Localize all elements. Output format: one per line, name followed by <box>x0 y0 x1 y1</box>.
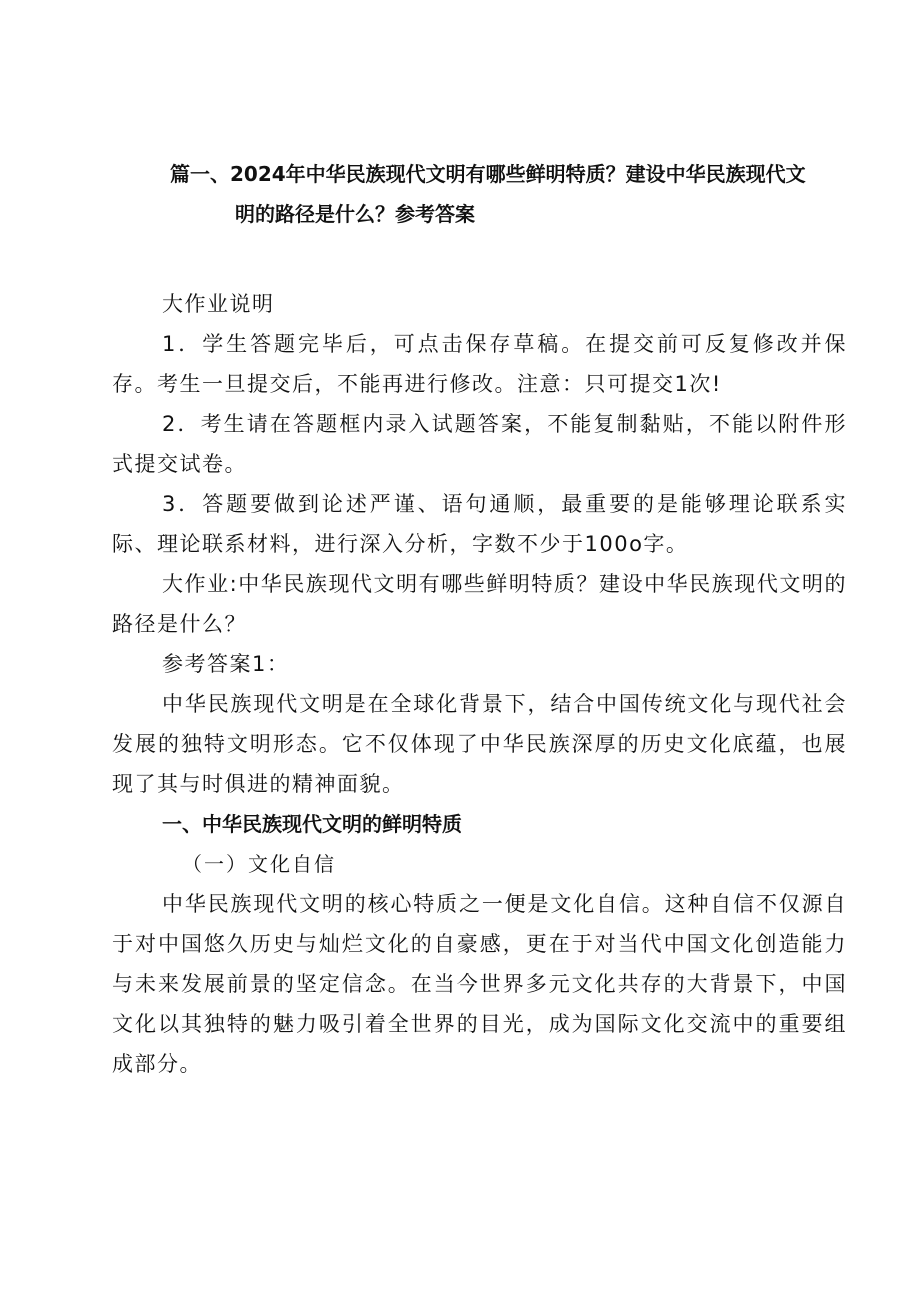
instruction-item-1: 1．学生答题完毕后，可点击保存草稿。在提交前可反复修改并保存。考生一旦提交后，不能再进行修改。注意：只可提交1次! <box>112 332 847 396</box>
answer-label: 参考答案1： <box>162 652 290 676</box>
intro-paragraph: 中华民族现代文明是在全球化背景下，结合中国传统文化与现代社会发展的独特文明形态。它不仅体现了中华民族深厚的历史文化底蕴，也展现了其与时俱进的精神面貌。 <box>112 692 847 796</box>
instruction-item-3: 3．答题要做到论述严谨、语句通顺，最重要的是能够理论联系实际、理论联系材料，进行深入分析，字数不少于100o字。 <box>112 492 847 556</box>
document-body <box>112 284 847 1084</box>
subsection-1-heading: （一）文化自信 <box>182 852 336 876</box>
document-title <box>170 154 860 234</box>
subsection-1-paragraph: 中华民族现代文明的核心特质之一便是文化自信。这种自信不仅源自于对中国悠久历史与灿烂文化的自豪感，更在于对当代中国文化创造能力与未来发展前景的坚定信念。在当今世界多元文化共存的大背景下，中国文化以其独特的魅力吸引着全世界的目光，成为国际文化交流中的重要组成部分。 <box>112 892 847 1076</box>
section-1-heading: 一、中华民族现代文明的鲜明特质 <box>162 812 462 836</box>
instructions-heading: 大作业说明 <box>162 292 275 316</box>
title-line-2: 明的路径是什么？参考答案 <box>235 202 475 226</box>
assignment-question: 大作业:中华民族现代文明有哪些鲜明特质？建设中华民族现代文明的路径是什么？ <box>112 572 847 636</box>
instruction-item-2: 2．考生请在答题框内录入试题答案，不能复制黏贴，不能以附件形式提交试卷。 <box>112 412 847 476</box>
title-line-1: 篇一、2024年中华民族现代文明有哪些鲜明特质？建设中华民族现代文 <box>170 162 806 186</box>
